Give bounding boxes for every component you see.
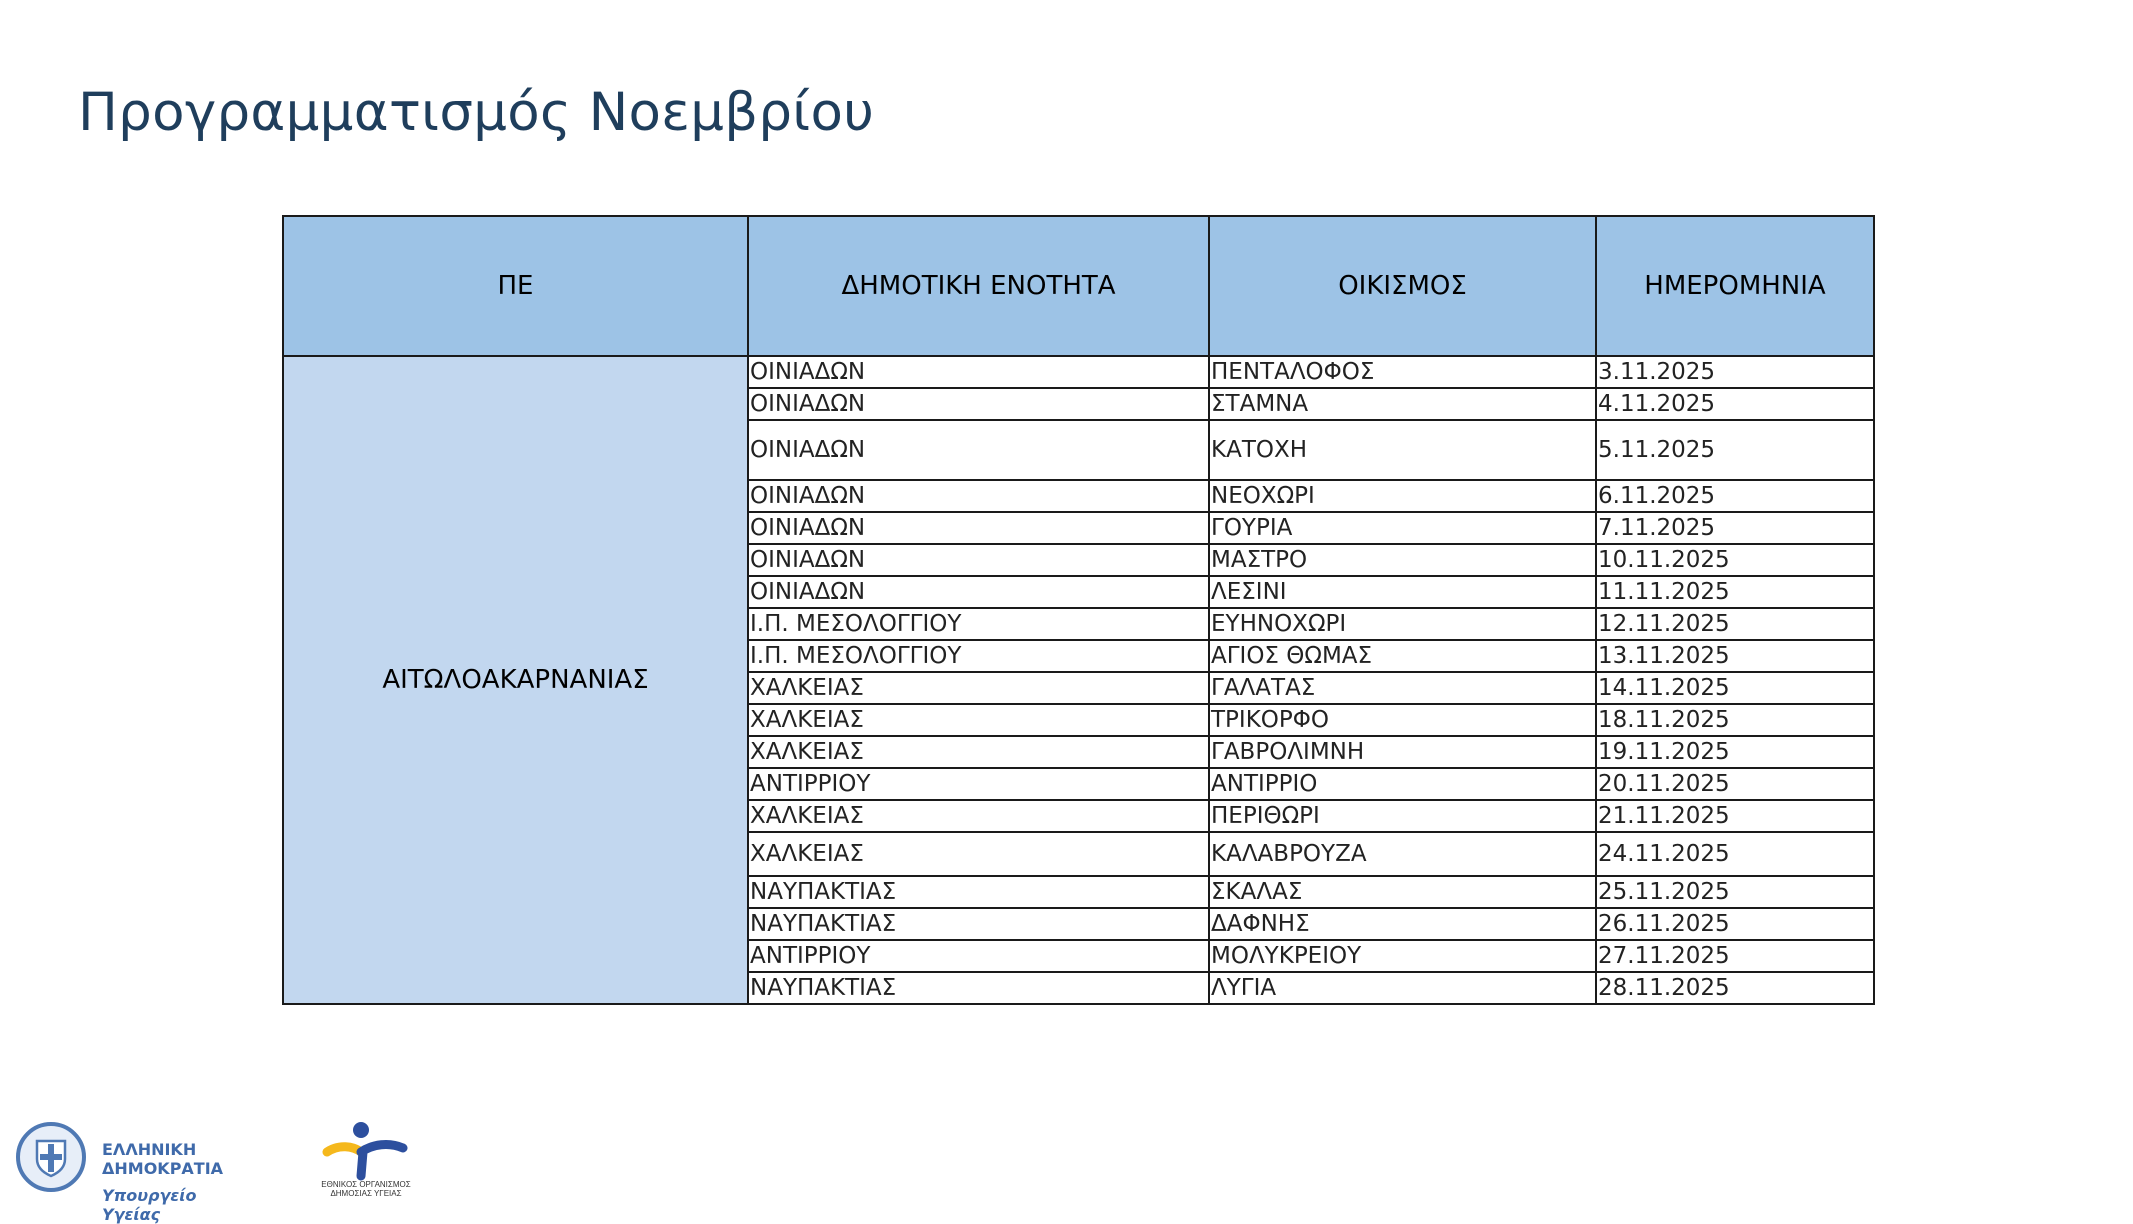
date-cell: 25.11.2025 <box>1596 876 1874 908</box>
header-pe: ΠΕ <box>283 216 748 356</box>
hellenic-republic-emblem-icon <box>16 1122 86 1192</box>
municipal-unit-cell: ΧΑΛΚΕΙΑΣ <box>748 832 1209 876</box>
settlement-cell: ΚΑΛΑΒΡΟΥΖΑ <box>1209 832 1596 876</box>
eody-caption: ΕΘΝΙΚΟΣ ΟΡΓΑΝΙΣΜΟΣ ΔΗΜΟΣΙΑΣ ΥΓΕΙΑΣ <box>321 1180 411 1198</box>
date-cell: 6.11.2025 <box>1596 480 1874 512</box>
settlement-cell: ΓΑΒΡΟΛΙΜΝΗ <box>1209 736 1596 768</box>
municipal-unit-cell: ΧΑΛΚΕΙΑΣ <box>748 704 1209 736</box>
settlement-cell: ΓΟΥΡΙΑ <box>1209 512 1596 544</box>
municipal-unit-cell: ΝΑΥΠΑΚΤΙΑΣ <box>748 972 1209 1004</box>
date-cell: 24.11.2025 <box>1596 832 1874 876</box>
settlement-cell: ΤΡΙΚΟΡΦΟ <box>1209 704 1596 736</box>
settlement-cell: ΠΕΡΙΘΩΡΙ <box>1209 800 1596 832</box>
date-cell: 26.11.2025 <box>1596 908 1874 940</box>
municipal-unit-cell: ΧΑΛΚΕΙΑΣ <box>748 736 1209 768</box>
table-row <box>283 356 1874 388</box>
date-cell: 14.11.2025 <box>1596 672 1874 704</box>
settlement-cell: ΓΑΛΑΤΑΣ <box>1209 672 1596 704</box>
schedule-table <box>282 215 1875 1005</box>
header-municipal-unit: ΔΗΜΟΤΙΚΗ ΕΝΟΤΗΤΑ <box>748 216 1209 356</box>
municipal-unit-cell: ΧΑΛΚΕΙΑΣ <box>748 672 1209 704</box>
region-cell: ΑΙΤΩΛΟΑΚΑΡΝΑΝΙΑΣ <box>283 356 748 1004</box>
municipal-unit-cell: ΟΙΝΙΑΔΩΝ <box>748 388 1209 420</box>
municipal-unit-cell: ΟΙΝΙΑΔΩΝ <box>748 544 1209 576</box>
header-date: ΗΜΕΡΟΜΗΝΙΑ <box>1596 216 1874 356</box>
hellenic-republic-text: ΕΛΛΗΝΙΚΗ ΔΗΜΟΚΡΑΤΙΑ <box>102 1140 224 1178</box>
municipal-unit-cell: ΑΝΤΙΡΡΙΟΥ <box>748 768 1209 800</box>
settlement-cell: ΠΕΝΤΑΛΟΦΟΣ <box>1209 356 1596 388</box>
date-cell: 21.11.2025 <box>1596 800 1874 832</box>
date-cell: 20.11.2025 <box>1596 768 1874 800</box>
settlement-cell: ΜΟΛΥΚΡΕΙΟΥ <box>1209 940 1596 972</box>
municipal-unit-cell: Ι.Π. ΜΕΣΟΛΟΓΓΙΟΥ <box>748 608 1209 640</box>
settlement-cell: ΔΑΦΝΗΣ <box>1209 908 1596 940</box>
settlement-cell: ΝΕΟΧΩΡΙ <box>1209 480 1596 512</box>
date-cell: 12.11.2025 <box>1596 608 1874 640</box>
municipal-unit-cell: ΑΝΤΙΡΡΙΟΥ <box>748 940 1209 972</box>
settlement-cell: ΕΥΗΝΟΧΩΡΙ <box>1209 608 1596 640</box>
municipal-unit-cell: ΟΙΝΙΑΔΩΝ <box>748 420 1209 480</box>
settlement-cell: ΣΤΑΜΝΑ <box>1209 388 1596 420</box>
settlement-cell: ΛΥΓΙΑ <box>1209 972 1596 1004</box>
ministry-of-health-text: Υπουργείο Υγείας <box>102 1186 197 1224</box>
date-cell: 28.11.2025 <box>1596 972 1874 1004</box>
municipal-unit-cell: ΝΑΥΠΑΚΤΙΑΣ <box>748 908 1209 940</box>
settlement-cell: ΛΕΣΙΝΙ <box>1209 576 1596 608</box>
settlement-cell: ΚΑΤΟΧΗ <box>1209 420 1596 480</box>
settlement-cell: ΜΑΣΤΡΟ <box>1209 544 1596 576</box>
municipal-unit-cell: ΝΑΥΠΑΚΤΙΑΣ <box>748 876 1209 908</box>
table-header-row <box>283 216 1874 356</box>
date-cell: 19.11.2025 <box>1596 736 1874 768</box>
municipal-unit-cell: ΧΑΛΚΕΙΑΣ <box>748 800 1209 832</box>
municipal-unit-cell: ΟΙΝΙΑΔΩΝ <box>748 512 1209 544</box>
settlement-cell: ΣΚΑΛΑΣ <box>1209 876 1596 908</box>
date-cell: 7.11.2025 <box>1596 512 1874 544</box>
date-cell: 4.11.2025 <box>1596 388 1874 420</box>
municipal-unit-cell: ΟΙΝΙΑΔΩΝ <box>748 480 1209 512</box>
page-title: Προγραμματισμός Νοεμβρίου <box>78 82 875 143</box>
municipal-unit-cell: Ι.Π. ΜΕΣΟΛΟΓΓΙΟΥ <box>748 640 1209 672</box>
ministry-label <box>102 1140 223 1224</box>
settlement-cell: ΑΓΙΟΣ ΘΩΜΑΣ <box>1209 640 1596 672</box>
date-cell: 3.11.2025 <box>1596 356 1874 388</box>
date-cell: 27.11.2025 <box>1596 940 1874 972</box>
date-cell: 10.11.2025 <box>1596 544 1874 576</box>
settlement-cell: ΑΝΤΙΡΡΙΟ <box>1209 768 1596 800</box>
header-settlement: ΟΙΚΙΣΜΟΣ <box>1209 216 1596 356</box>
municipal-unit-cell: ΟΙΝΙΑΔΩΝ <box>748 576 1209 608</box>
date-cell: 13.11.2025 <box>1596 640 1874 672</box>
date-cell: 5.11.2025 <box>1596 420 1874 480</box>
date-cell: 11.11.2025 <box>1596 576 1874 608</box>
municipal-unit-cell: ΟΙΝΙΑΔΩΝ <box>748 356 1209 388</box>
date-cell: 18.11.2025 <box>1596 704 1874 736</box>
